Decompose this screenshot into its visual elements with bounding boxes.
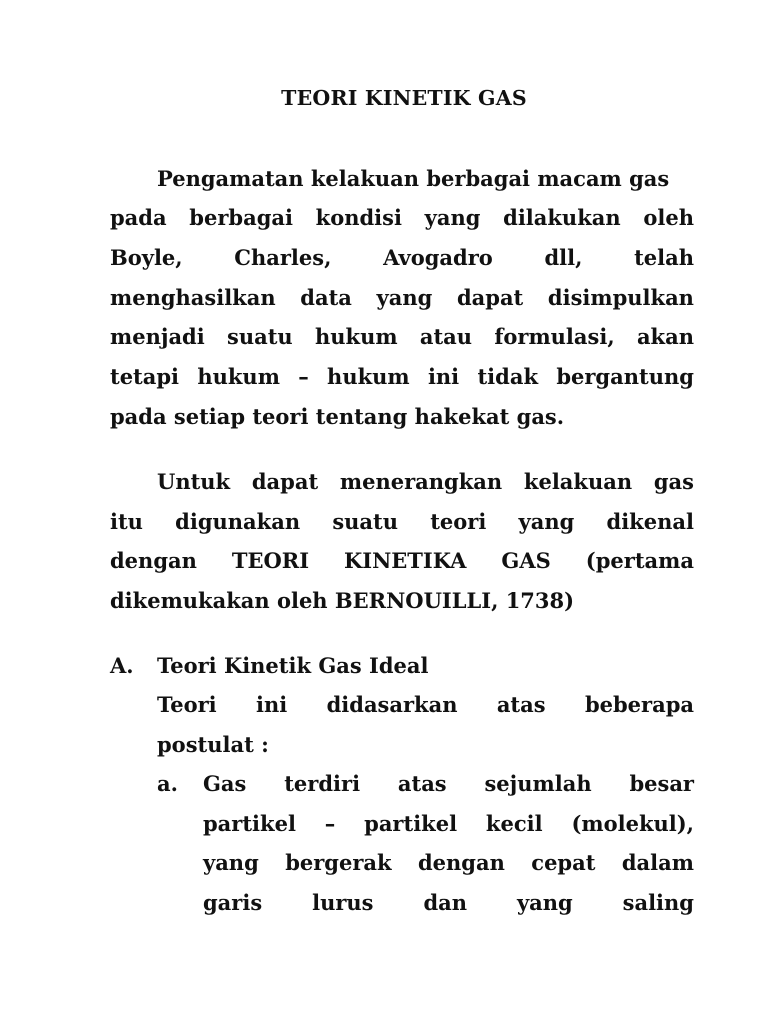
- word: suatu: [332, 509, 398, 534]
- word: yang: [376, 285, 433, 310]
- word: disimpulkan: [547, 285, 694, 310]
- paragraph-2-line-3: [110, 546, 694, 576]
- word: dilakukan: [503, 205, 621, 230]
- word: formulasi,: [494, 324, 615, 349]
- item-a-marker: a.: [157, 771, 178, 796]
- word: dengan: [110, 548, 197, 573]
- item-a-line-1: [203, 769, 694, 799]
- word: tetapi: [110, 364, 180, 389]
- word: TEORI: [231, 548, 310, 573]
- word: didasarkan: [326, 692, 458, 717]
- word: berbagai: [189, 205, 293, 230]
- word: dan: [423, 890, 467, 915]
- section-a-heading: Teori Kinetik Gas Ideal: [157, 653, 429, 678]
- paragraph-1-line-4: [110, 283, 694, 313]
- word: Gas: [203, 771, 247, 796]
- item-a-line-3: [203, 848, 694, 878]
- word: cepat: [531, 850, 596, 875]
- word: Avogadro: [383, 245, 493, 270]
- word: teori: [430, 509, 487, 534]
- section-a-intro-line-2: postulat :: [157, 732, 269, 757]
- word: yang: [516, 890, 573, 915]
- word: tidak: [477, 364, 539, 389]
- word: ini: [427, 364, 460, 389]
- word: atau: [419, 324, 473, 349]
- word: dapat: [456, 285, 524, 310]
- word: Untuk: [157, 469, 231, 494]
- paragraph-1-line-3: [110, 243, 694, 273]
- paragraph-1-line-2: [110, 203, 694, 233]
- word: beberapa: [584, 692, 694, 717]
- word: (molekul),: [571, 811, 694, 836]
- paragraph-1-line-6: [110, 362, 694, 392]
- word: Charles,: [234, 245, 332, 270]
- word: oleh: [643, 205, 694, 230]
- word: kecil: [485, 811, 543, 836]
- word: dll,: [544, 245, 583, 270]
- word: sejumlah: [484, 771, 592, 796]
- section-a-marker: A.: [110, 653, 134, 678]
- word: dapat: [251, 469, 319, 494]
- paragraph-1-line-1: Pengamatan kelakuan berbagai macam gas: [157, 166, 670, 191]
- paragraph-2-line-2: [110, 507, 694, 537]
- word: hukum: [314, 324, 398, 349]
- paragraph-2-line-1: [157, 467, 694, 497]
- word: bergantung: [556, 364, 694, 389]
- word: lurus: [312, 890, 374, 915]
- word: telah: [634, 245, 694, 270]
- word: menjadi: [110, 324, 205, 349]
- word: Boyle,: [110, 245, 183, 270]
- word: partikel: [364, 811, 458, 836]
- word: garis: [203, 890, 263, 915]
- word: suatu: [227, 324, 293, 349]
- paragraph-2-line-4: dikemukakan oleh BERNOUILLI, 1738): [110, 588, 575, 613]
- word: kelakuan: [523, 469, 633, 494]
- word: dikenal: [606, 509, 694, 534]
- word: partikel: [203, 811, 296, 836]
- word: yang: [203, 850, 259, 875]
- word: hukum: [327, 364, 410, 389]
- word: dalam: [621, 850, 694, 875]
- word: terdiri: [284, 771, 361, 796]
- word: menghasilkan: [110, 285, 276, 310]
- word: yang: [518, 509, 575, 534]
- word: (pertama: [585, 548, 694, 573]
- word: –: [324, 811, 336, 836]
- word: data: [300, 285, 352, 310]
- paragraph-1-line-5: [110, 322, 694, 352]
- word: atas: [397, 771, 447, 796]
- word: pada: [110, 205, 167, 230]
- word: –: [298, 364, 309, 389]
- word: digunakan: [175, 509, 301, 534]
- item-a-line-4: [203, 888, 694, 918]
- section-a-intro-line-1: [157, 690, 694, 720]
- word: bergerak: [285, 850, 392, 875]
- word: GAS: [501, 548, 551, 573]
- word: ini: [256, 692, 288, 717]
- word: gas: [653, 469, 694, 494]
- word: menerangkan: [339, 469, 503, 494]
- page-title: TEORI KINETIK GAS: [281, 86, 527, 110]
- word: hukum: [197, 364, 280, 389]
- word: kondisi: [315, 205, 402, 230]
- word: Teori: [157, 692, 217, 717]
- word: atas: [496, 692, 546, 717]
- word: saling: [622, 890, 694, 915]
- word: dengan: [417, 850, 505, 875]
- word: besar: [629, 771, 694, 796]
- word: yang: [424, 205, 481, 230]
- paragraph-1-line-7: pada setiap teori tentang hakekat gas.: [110, 404, 565, 429]
- word: itu: [110, 509, 143, 534]
- item-a-line-2: [203, 809, 694, 839]
- word: akan: [636, 324, 694, 349]
- word: KINETIKA: [344, 548, 467, 573]
